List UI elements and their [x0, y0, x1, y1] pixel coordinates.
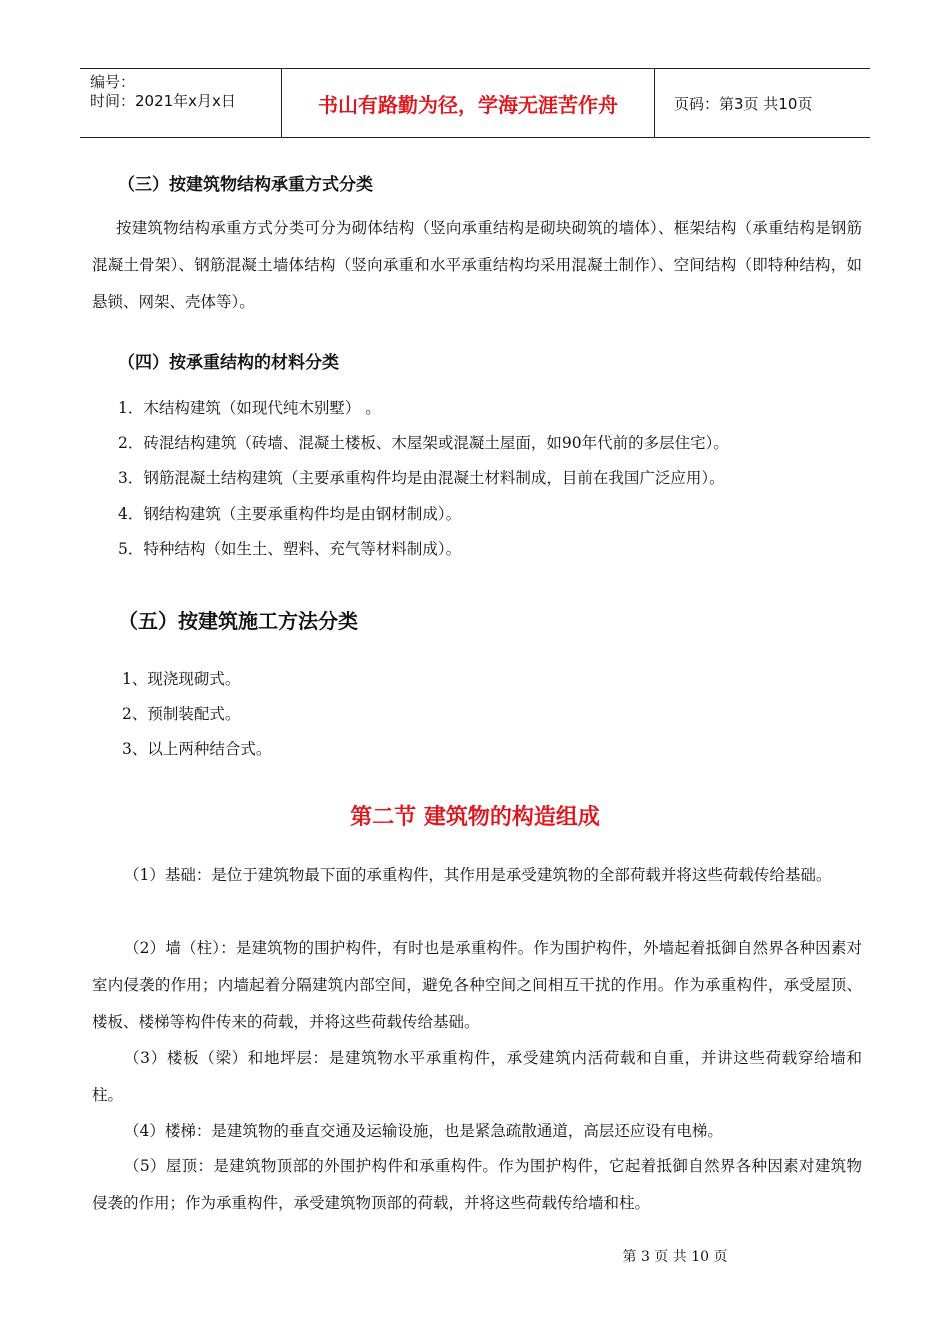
chapter-title: 第二节 建筑物的构造组成	[350, 805, 600, 830]
chapter-paragraph: （5）屋顶：是建筑物顶部的外围护构件和承重构件。作为围护构件，它起着抵御自然界各种因素对建筑物侵袭的作用；作为承重构件，承受建筑物顶部的荷载，并将这些荷载传给墙和柱。	[92, 1157, 862, 1212]
date-label: 时间：2021年x月x日	[90, 92, 236, 110]
list-item: 4．钢结构建筑（主要承重构件均是由钢材制成）。	[118, 505, 462, 523]
header-page-info	[664, 69, 870, 137]
list-item: 2．砖混结构建筑（砖墙、混凝土楼板、木屋架或混凝土屋面，如90年代前的多层住宅）。	[118, 434, 729, 452]
header-table	[80, 68, 870, 138]
list-item: 5．特种结构（如生土、塑料、充气等材料制成）。	[118, 540, 462, 558]
list-item: 2、预制装配式。	[122, 705, 241, 723]
chapter-paragraph: （3）楼板（梁）和地坪层：是建筑物水平承重构件，承受建筑内活荷载和自重，并讲这些荷载穿给墙和柱。	[92, 1049, 862, 1104]
header-meta-cell	[80, 69, 280, 137]
page-footer: 第 3 页 共 10 页	[622, 1249, 728, 1265]
chapter-paragraph: （2）墙（柱）：是建筑物的围护构件，有时也是承重构件。作为围护构件，外墙起着抵御自然界各种因素对室内侵袭的作用；内墙起着分隔建筑内部空间，避免各种空间之间相互干扰的作用。作为承重构件，承受屋顶、楼板、楼梯等构件传来的荷载，并将这些荷载传给基础。	[92, 939, 862, 1031]
section3-title: （三）按建筑物结构承重方式分类	[118, 175, 373, 195]
list-item: 3、以上两种结合式。	[122, 740, 272, 758]
section4-title: （四）按承重结构的材料分类	[118, 353, 339, 373]
section5-title: （五）按建筑施工方法分类	[118, 609, 358, 633]
list-item: 1．木结构建筑（如现代纯木别墅） 。	[118, 399, 381, 417]
number-label: 编号：	[90, 73, 136, 91]
section3-body: 按建筑物结构承重方式分类可分为砌体结构（竖向承重结构是砌块砌筑的墙体）、框架结构（承重结构是钢筋混凝土骨架）、钢筋混凝土墙体结构（竖向承重和水平承重结构均采用混凝土制作）、空间结构（即特种结构，如悬锁、网架、壳体等）。	[92, 219, 862, 311]
chapter-paragraph: （4）楼梯：是建筑物的垂直交通及运输设施，也是紧急疏散通道，高层还应设有电梯。	[124, 1122, 723, 1140]
list-item: 1、现浇现砌式。	[122, 670, 241, 688]
chapter-paragraph: （1）基础：是位于建筑物最下面的承重构件，其作用是承受建筑物的全部荷载并将这些荷载传给基础。	[124, 866, 832, 884]
header-motto: 书山有路勤为径，学海无涯苦作舟	[281, 69, 655, 137]
page-info-text: 页码：第3页 共10页	[674, 94, 813, 113]
list-item: 3．钢筋混凝土结构建筑（主要承重构件均是由混凝土材料制成，目前在我国广泛应用）。	[118, 469, 725, 487]
